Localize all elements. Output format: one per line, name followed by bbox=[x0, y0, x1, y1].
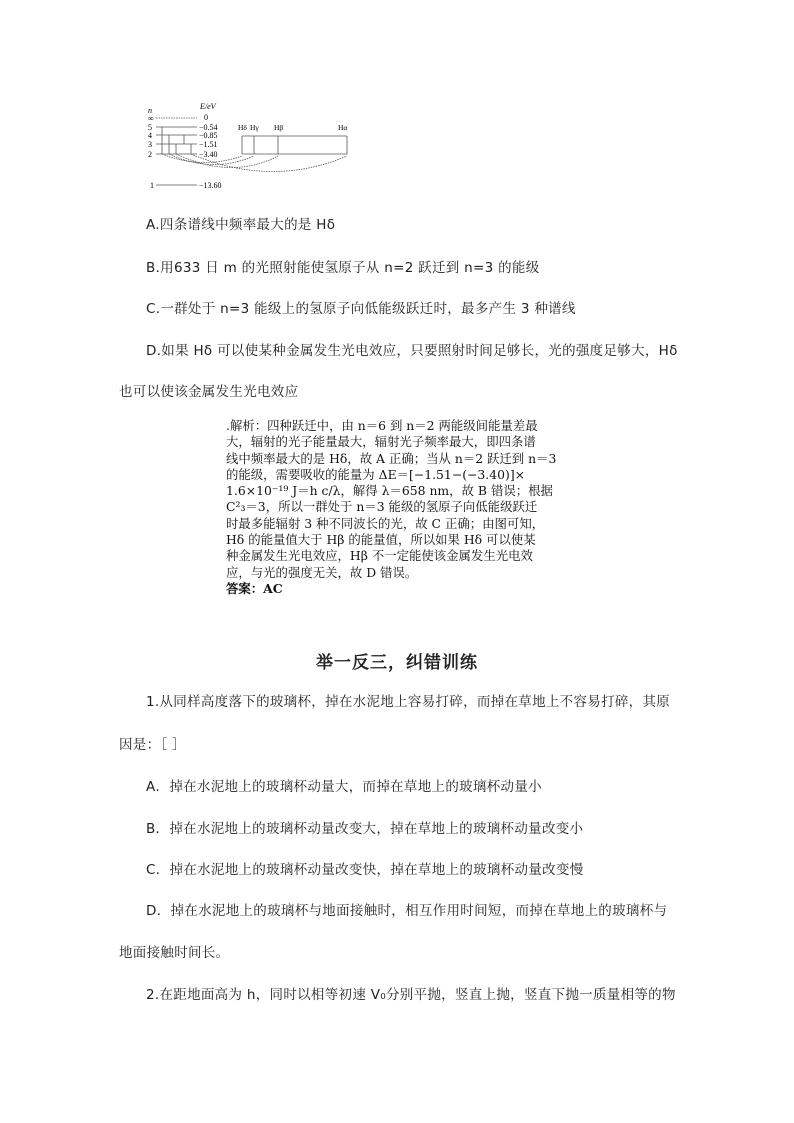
q1-option-d-line1: D．掉在水泥地上的玻璃杯与地面接触时，相互作用时间短，而掉在草地上的玻璃杯与 bbox=[146, 903, 668, 919]
q1-option-d-line2: 地面接触时间长。 bbox=[119, 945, 230, 961]
level-e-5: −0.54 bbox=[199, 123, 218, 132]
solution-line: 种金属发生光电效应，Hβ 不一定能使该金属发生光电效 bbox=[226, 548, 533, 564]
level-n-1: 1 bbox=[150, 181, 154, 190]
level-e-4: −0.85 bbox=[199, 131, 218, 140]
level-n-inf: ∞ bbox=[148, 114, 154, 123]
solution-line: .解析：四种跃迁中，由 n＝6 到 n＝2 两能级间能量差最 bbox=[226, 418, 538, 433]
solution-line: C²₃＝3，所以一群处于 n＝3 能级的氢原子向低能级跃迁 bbox=[226, 499, 538, 515]
q1-stem-line1: 1.从同样高度落下的玻璃杯，掉在水泥地上容易打碎，而掉在草地上不容易打碎，其原 bbox=[146, 694, 671, 710]
energy-level-diagram bbox=[142, 100, 362, 195]
solution-line: 大，辐射的光子能量最大，辐射光子频率最大，即四条谱 bbox=[226, 434, 536, 450]
level-e-3: −1.51 bbox=[199, 140, 218, 149]
solution-answer: 答案：AC bbox=[226, 580, 283, 596]
level-n-4: 4 bbox=[148, 131, 152, 140]
solution-line: 1.6×10⁻¹⁹ J＝h c/λ，解得 λ＝658 nm，故 B 错误；根据 bbox=[226, 483, 553, 499]
option-d-line2: 也可以使该金属发生光电效应 bbox=[119, 384, 299, 400]
level-e-2: −3.40 bbox=[199, 150, 218, 159]
level-e-1: −13.60 bbox=[199, 181, 222, 190]
axis-e-label: E/eV bbox=[200, 102, 216, 111]
q1-option-b: B．掉在水泥地上的玻璃杯动量改变大，掉在草地上的玻璃杯动量改变小 bbox=[146, 821, 584, 837]
solution-line: 时最多能辐射 3 种不同波长的光，故 C 正确；由图可知， bbox=[226, 515, 545, 531]
level-n-3: 3 bbox=[148, 140, 152, 149]
axis-n-label: n bbox=[148, 106, 152, 115]
level-n-5: 5 bbox=[148, 123, 152, 132]
solution-line: 线中频率最大的是 Hδ，故 A 正确；当从 n＝2 跃迁到 n＝3 bbox=[226, 450, 557, 466]
line-label-hg: Hγ bbox=[250, 123, 259, 132]
q1-option-c: C．掉在水泥地上的玻璃杯动量改变快，掉在草地上的玻璃杯动量改变慢 bbox=[146, 862, 584, 878]
solution-block bbox=[226, 418, 614, 628]
option-a: A.四条谱线中频率最大的是 Hδ bbox=[146, 217, 336, 233]
line-label-hb: Hβ bbox=[274, 123, 284, 132]
option-b: B.用633 日 m 的光照射能使氢原子从 n=2 跃迁到 n=3 的能级 bbox=[146, 260, 540, 276]
q2-stem: 2.在距地面高为 h，同时以相等初速 V₀分别平抛，竖直上抛，竖直下抛一质量相等的物 bbox=[146, 987, 676, 1003]
level-e-inf: 0 bbox=[204, 113, 208, 122]
solution-line: 应，与光的强度无关，故 D 错误。 bbox=[226, 564, 418, 580]
option-d-line1: D.如果 Hδ 可以使某种金属发生光电效应，只要照射时间足够长，光的强度足够大，Hδ bbox=[146, 343, 678, 359]
level-n-2: 2 bbox=[148, 150, 152, 159]
solution-line: 的能级，需要吸收的能量为 ΔE＝[−1.51−(−3.40)]× bbox=[226, 466, 526, 482]
solution-line: Hδ 的能量值大于 Hβ 的能量值，所以如果 Hδ 可以使某 bbox=[226, 532, 536, 548]
q1-option-a: A．掉在水泥地上的玻璃杯动量大，而掉在草地上的玻璃杯动量小 bbox=[146, 779, 542, 795]
option-c: C.一群处于 n=3 能级上的氢原子向低能级跃迁时，最多产生 3 种谱线 bbox=[146, 301, 576, 317]
section-title: 举一反三，纠错训练 bbox=[316, 653, 478, 673]
line-label-ha: Hα bbox=[338, 123, 348, 132]
line-label-hd: Hδ bbox=[238, 123, 247, 132]
q1-stem-line2: 因是：［ ］ bbox=[119, 737, 186, 753]
